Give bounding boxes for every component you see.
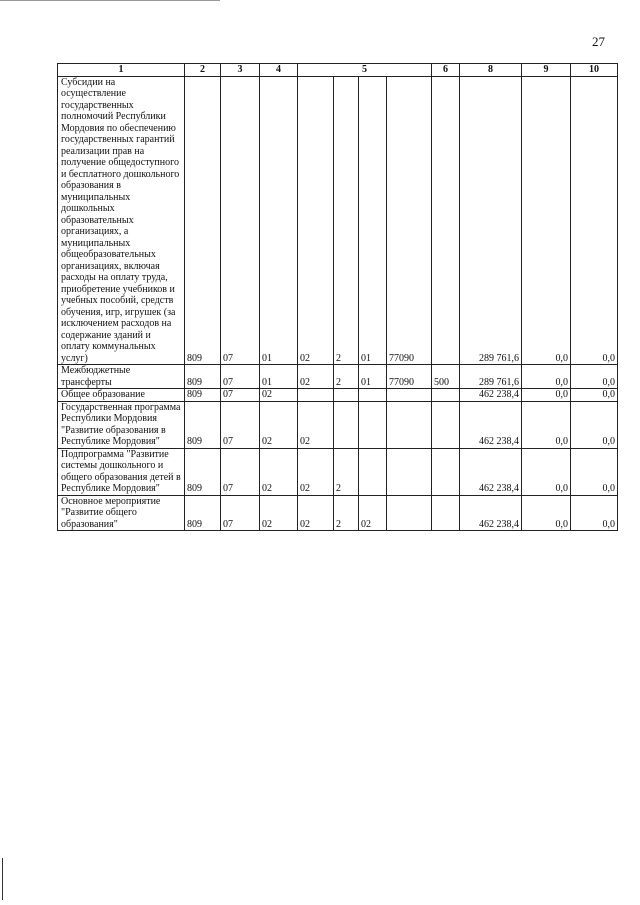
cell-c6: [432, 76, 460, 365]
header-cell: 4: [260, 64, 298, 77]
scan-edge-line: [2, 858, 3, 900]
cell-c4: 02: [260, 389, 298, 402]
cell-c8: 462 238,4: [460, 495, 522, 531]
cell-c8: 289 761,6: [460, 76, 522, 365]
header-cell: 10: [571, 64, 618, 77]
cell-c5d: [387, 448, 432, 495]
cell-c5a: 02: [298, 495, 334, 531]
cell-c2: 809: [185, 76, 221, 365]
cell-c9: 0,0: [522, 365, 571, 389]
header-cell: 2: [185, 64, 221, 77]
cell-c5c: [359, 389, 387, 402]
cell-c5d: [387, 401, 432, 448]
row-name: Субсидии на осуществление государственных полномочий Республики Мордовия по обеспечению государственных гарантий реализации прав на получение общедоступного и бесплатного дошкольного образования в муниципальных дошкольных образовательных организациях, а муниципальных общеобразовательных организациях, включая расходы на оплату труда, приобретение учебников и учебных пособий, средств обучения, игр, игрушек (за исключением расходов на содержание зданий и оплату коммунальных услуг): [58, 76, 185, 365]
cell-c5c: 01: [359, 76, 387, 365]
table-row: [58, 365, 618, 389]
cell-c8: 289 761,6: [460, 365, 522, 389]
cell-c2: 809: [185, 365, 221, 389]
cell-c6: 500: [432, 365, 460, 389]
header-cell: 3: [221, 64, 260, 77]
cell-c5b: 2: [334, 365, 359, 389]
cell-c3: 07: [221, 76, 260, 365]
table-row: [58, 76, 618, 365]
table-header-row: [58, 64, 618, 77]
page-number: 27: [592, 34, 605, 49]
cell-c8: 462 238,4: [460, 401, 522, 448]
table-row: [58, 448, 618, 495]
scan-edge-line: [0, 0, 220, 1]
cell-c5b: 2: [334, 448, 359, 495]
cell-c6: [432, 401, 460, 448]
cell-c2: 809: [185, 389, 221, 402]
table-row: [58, 401, 618, 448]
cell-c8: 462 238,4: [460, 389, 522, 402]
cell-c9: 0,0: [522, 495, 571, 531]
header-cell: 6: [432, 64, 460, 77]
cell-c10: 0,0: [571, 76, 618, 365]
cell-c9: 0,0: [522, 76, 571, 365]
cell-c10: 0,0: [571, 389, 618, 402]
cell-c8: 462 238,4: [460, 448, 522, 495]
cell-c4: 01: [260, 76, 298, 365]
cell-c5c: [359, 401, 387, 448]
cell-c10: 0,0: [571, 401, 618, 448]
cell-c6: [432, 495, 460, 531]
cell-c5d: 77090: [387, 76, 432, 365]
cell-c5d: 77090: [387, 365, 432, 389]
cell-c3: 07: [221, 495, 260, 531]
cell-c5b: 2: [334, 76, 359, 365]
row-name: Основное мероприятие "Развитие общего образования": [58, 495, 185, 531]
cell-c10: 0,0: [571, 365, 618, 389]
cell-c5a: 02: [298, 365, 334, 389]
header-cell: 8: [460, 64, 522, 77]
cell-c5d: [387, 389, 432, 402]
cell-c2: 809: [185, 401, 221, 448]
header-cell: 1: [58, 64, 185, 77]
cell-c4: 02: [260, 495, 298, 531]
cell-c5d: [387, 495, 432, 531]
cell-c6: [432, 389, 460, 402]
cell-c5a: 02: [298, 448, 334, 495]
cell-c4: 01: [260, 365, 298, 389]
header-cell: 5: [298, 64, 432, 77]
cell-c5c: 02: [359, 495, 387, 531]
row-name: Общее образование: [58, 389, 185, 402]
cell-c10: 0,0: [571, 448, 618, 495]
cell-c2: 809: [185, 495, 221, 531]
cell-c5a: 02: [298, 76, 334, 365]
cell-c5a: 02: [298, 401, 334, 448]
row-name: Межбюджетные трансферты: [58, 365, 185, 389]
cell-c3: 07: [221, 448, 260, 495]
cell-c9: 0,0: [522, 389, 571, 402]
cell-c6: [432, 448, 460, 495]
cell-c5a: [298, 389, 334, 402]
cell-c5b: 2: [334, 495, 359, 531]
cell-c3: 07: [221, 401, 260, 448]
budget-table: [57, 63, 618, 531]
cell-c9: 0,0: [522, 401, 571, 448]
cell-c3: 07: [221, 389, 260, 402]
cell-c5b: [334, 401, 359, 448]
cell-c10: 0,0: [571, 495, 618, 531]
cell-c3: 07: [221, 365, 260, 389]
header-cell: 9: [522, 64, 571, 77]
row-name: Государственная программа Республики Мордовия "Развитие образования в Республике Мордовия": [58, 401, 185, 448]
cell-c4: 02: [260, 401, 298, 448]
cell-c5b: [334, 389, 359, 402]
table-row: [58, 389, 618, 402]
row-name: Подпрограмма "Развитие системы дошкольного и общего образования детей в Республике Мордовия": [58, 448, 185, 495]
cell-c9: 0,0: [522, 448, 571, 495]
cell-c2: 809: [185, 448, 221, 495]
cell-c4: 02: [260, 448, 298, 495]
cell-c5c: [359, 448, 387, 495]
table-row: [58, 495, 618, 531]
cell-c5c: 01: [359, 365, 387, 389]
